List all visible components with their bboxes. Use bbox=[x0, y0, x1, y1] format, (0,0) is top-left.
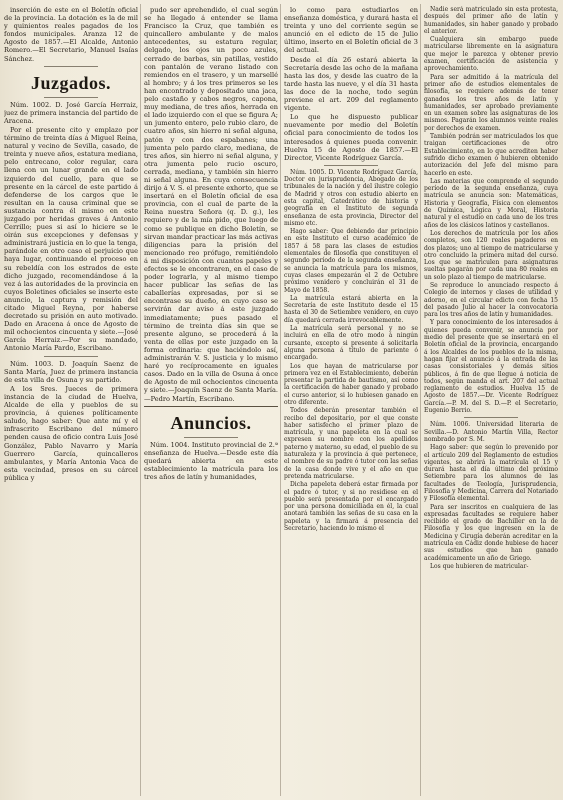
article-text: Las materias que comprende el segundo período de la segunda enseñanza, cuya matrícula se anuncia son: Matemáticas, Historia y Geografía, Física con elementos de Química, Lógica y Moral, Historia natural y el estudio en cada uno de los tres años de los clásicos latinos y castellanos. bbox=[424, 177, 558, 229]
notice-header: Núm. 1003. D. Joaquín Saenz de Santa María, Juez de primera instancia de esta villa de Osuna y su partido. bbox=[4, 359, 138, 384]
article-text: Hago saber: Que debiendo dar principio en este Instituto el curso académico de 1857 á 58 para las clases de estudios elementales de filosofía que constituyen el segundo período de la segunda enseñanza, se anuncia la matrícula para los mismos, cuyas clases empezarán el 2 de Octubre próximo venidero y concluirán el 31 de Mayo de 1858. bbox=[284, 228, 418, 294]
column-rule bbox=[280, 4, 281, 796]
article-text: inserción de este en el Boletín oficial de la provincia. La dotación es la de mil y quinientos reales pagados de los fondos municipales. Aranza 12 de Agosto de 1857.—El Alcalde, Antonio Romero.—El Secretario, Manuel Isaías Sánchez. bbox=[4, 6, 138, 63]
column-3 bbox=[284, 6, 418, 796]
article-text: A los Sres. Jueces de primera instancia de la ciudad de Huelva, Alcalde de ella y pueblos de su provincia, á quienes políticamente saludo, hago saber: Que ante mí y el infrascrito Escribano del número penden causa de oficio contra Luis José González, Pablo Navarro y María Guerrero García, quincalleros ambulantes, y María Antonia Vaca de esta vecindad, presos en su cárcel pública y bbox=[4, 384, 138, 482]
article-text: Para ser inscritos en cualquiera de las expresadas facultades se requiere haber recibido el grado de Bachiller en la de Filosofía y los que ingresen en la de Medicina y Cirugía deberán acreditar en la matrícula en Cádiz donde hubiese de hacer sus estudios que han ganado académicamente un año de Griego. bbox=[424, 503, 558, 562]
divider bbox=[464, 417, 518, 418]
column-rule bbox=[420, 4, 421, 796]
divider bbox=[184, 437, 238, 438]
article-text: La matrícula estará abierta en la Secretaría de este Instituto desde el 15 hasta el 30 de Setiembre venidero, en cuyo día quedará cerrada irrevocablemente. bbox=[284, 294, 418, 324]
notice-header: Núm. 1002. D. José García Herraiz, juez de primera instancia del partido de Aracena. bbox=[4, 100, 138, 125]
article-text: Los que hubieren de matricular- bbox=[430, 562, 529, 570]
article-text: Nadie será matriculado sin esta protesta, después del primer año de latín y humanidades, sin haber ganado y probado el anterior. bbox=[424, 6, 558, 35]
notice-header: Núm. 1006. Universidad literaria de Sevilla.—D. Antonio Martín Villa, Rector nombrado por S. M. bbox=[424, 421, 558, 443]
article-text: Todos deberán presentar también el recibo del depositario, por el que conste haber satisfecho el primer plazo de matrícula, y una papeleta en la cual se expresen su nombre con los apellidos paterno y materno, su edad, el pueblo de su naturaleza y la provincia á que pertenece, el nombre de su padre ó tutor con las señas de la casa donde vive y el año en que pretenda matricularse. bbox=[284, 407, 418, 480]
article-text: Se reproduce lo anunciado respecto á Colegio de internos y clases de utilidad y adorno, en el circular edicto con fecha 15 del pasado Julio al hacer la convocatoria para los tres años de latín y humanidades. bbox=[424, 281, 558, 319]
column-2 bbox=[144, 6, 278, 796]
article-text: Para ser admitido á la matrícula del primer año de estudios elementales de filosofía, se requiere además de tener ganados los tres años de latín y humanidades, ser aprobado previamente en un examen sobre las asignaturas de los mismos. Pagarán los alumnos veinte reales por derechos de examen. bbox=[424, 73, 558, 132]
article-text: También podrán ser matriculados los que traigan certificaciones de otro Establecimiento, en lo que acrediten haber sufrido dicho examen ó hubieren obtenido autorización del Jefe del mismo para hacerlo en este. bbox=[424, 133, 558, 177]
article-text: Dicha papeleta deberá estar firmada por el padre ó tutor, y si no residiese en el pueblo será presentada por el encargado por una persona domiciliada en él, la cual anotará también las señas de su casa en la papeleta y la firmará á presencia del Secretario, haciendo lo mismo el bbox=[284, 481, 418, 533]
notice-header: Núm. 1005. D. Vicente Rodríguez García, Doctor en jurisprudencia, Abogado de los tribunales de la nación y del ilustre colegio de Madrid y otros con estudio abierto en esta capital, Catedrático de historia y geografía en el Instituto de segunda enseñanza de esta provincia, Director del mismo etc. bbox=[284, 168, 418, 227]
article-text: Cualquiera sin embargo puede matricularse libremente en la asignatura que mejor le parezca y obtener previo examen, certificación de asistencia y aprovechamiento. bbox=[424, 36, 558, 73]
divider bbox=[324, 165, 378, 166]
column-4 bbox=[424, 6, 558, 796]
article-text: Lo que he dispuesto publicar nuevamente por medio del Boletín oficial para conocimiento de todos los interesados á quienes pueda convenir. Huelva 15 de Agosto de 1857.—El Director, Vicente Rodríguez García. bbox=[284, 113, 418, 162]
article-text: Desde el día 26 estará abierta la Secretaría desde las ocho de la mañana hasta las dos, y desde las cuatro de la tarde hasta las nueve, y el día 31 hasta las doce de la noche, todo según previene el art. 209 del reglamento vigente. bbox=[284, 55, 418, 113]
article-text: La matrícula será personal y no se incluirá en ella de otro modo á ningún cursante, excepto si presente á solicitarla alguna persona á título de pariente ó encargado. bbox=[284, 325, 418, 362]
article-text: Y para conocimiento de los interesados á quienes pueda convenir, se anuncia por medio del presente que se insertará en el Boletín oficial de la provincia, encargando á los Alcaldes de los pueblos de la misma, hagan fijar el anuncio á la entrada de las casas consistoriales y demás sitios públicos, á fin de que llegue á noticia de todos, según manda el art. 207 del actual reglamento de estudios. Huelva 15 de Agosto de 1857.—Dr. Vicente Rodríguez García.—P. M. del S. D.—P. el Secretario, Eugenio Berrio. bbox=[424, 319, 558, 415]
column-1 bbox=[4, 6, 138, 796]
divider bbox=[44, 356, 98, 357]
article-text: Los derechos de matrícula por los años completos, son 120 reales pagaderos en dos plazos; uno al tiempo de matricularse y otro concluido la primera mitad del curso. Los que se matriculen para asignaturas sueltas pagarán por cada una 80 reales en un solo plazo al tiempo de matricularse. bbox=[424, 229, 558, 281]
notice-header: Núm. 1004. Instituto provincial de 2.ª enseñanza de Huelva.—Desde este día quedará abierta en este establecimiento la matrícula para los tres años de latín y humanidades, bbox=[144, 440, 278, 481]
section-heading-juzgados: Juzgados. bbox=[30, 72, 111, 93]
article-text: Hago saber: que según lo prevenido por el artículo 209 del Reglamento de estudios vigentes, se abrirá la matrícula el 15 y durará hasta el día último del próximo Setiembre para los alumnos de las facultades de Teología, Jurisprudencia, Filosofía y Medicina, Carrera del Notariado y Filosofía elemental. bbox=[424, 444, 558, 503]
article-text: pudo ser aprehendido, el cual según se ha llegado á entender se llama Francisco la Cruz, que también es quincallero ambulante y de malos antecedentes, su estatura regular, delgado, los ojos un poco azules, cerrado de barbas, sin patillas, vestido con pantalón de verano listado con remiendos en el trasero, y un marsellé al hombro; y á los tres primeros se les han encontrado y depositado una jaca, pelo castaño y cabos negros, capona, muy mediana, de tres años, herrada en el lado izquierdo con el que se figura A; un jumento entero, pelo rubio claro, de cuatro años, sin hierro ni señal alguna, patón y con dos espabanes; una jumenta pelo pardo claro, mediana, de tres años, sin hierro ni señal alguna, y otra jumenta pelo rucio oscuro, cerrada, mediana, y también sin hierro ni señal alguna. En cuya consecuencia dirijo á V. S. el presente exhorto, que se insertará en el Boletín oficial de esa provincia, con el cual de parte de la Reina nuestra Señora (q. D. g.), les requiero y de la mía pido, que luego de como se publique en dicho Boletín, se sirvan mandar practicar las más activas diligencias para la prisión del mencionado reo prófugo, remitiéndolo á mi disposición con cuantos papeles y efectos se le encontraren, en el caso de poder lograrla, y al mismo tiempo hacer publicar las señas de las caballerías expresadas, por si se encontrase su dueño, en cuyo caso se servirán dar aviso á este juzgado inmediatamente; pues pasado el término de treinta días sin que se presente alguno, se procederá á la venta de ellas por este juzgado en la forma ordinaria: que haciéndolo así, administrarán V. S. justicia y lo mismo haré yo recíprocamente en iguales casos. Dado en la villa de Osuna á once de Agosto de mil ochocientos cincuenta y siete.—Joaquín Saenz de Santa María.—Pedro Martín, Escribano. bbox=[144, 6, 278, 403]
divider bbox=[144, 406, 278, 407]
divider bbox=[44, 66, 98, 67]
article-text: lo como para estudiarlos en enseñanza doméstica, y durará hasta el treinta y uno del corriente según se anunció en el edicto de 15 de Julio último, inserto en el Boletín oficial de 3 del actual. bbox=[284, 6, 418, 55]
article-text: Por el presente cito y emplazo por término de treinta días á Miguel Reina, natural y vecino de Sevilla, casado, de treinta y nueve años, estatura mediana, pelo entrecano, color regular, cara llena con un lunar grande en el lado izquierdo del cuello, para que se presente en la cárcel de este partido á defenderse de los cargos que le resultan en la causa criminal que se sustancia contra él mismo en este juzgado por heridas graves á Antonio Cerrillo; pues si así lo hiciere se le oirán sus excepciones y defensas y administrará justicia en lo que la tenga, parándole en otro caso el perjuicio que haya lugar, continuando el proceso en su rebeldía con los estrados de este dicho juzgado, recomendándose á la vez á las autoridades de la provincia en cuyos Boletines oficiales se inserte este anuncio, la captura y remisión del citado Miguel Reyna, por haberse decretado su prisión en auto motivado. Dado en Aracena á once de Agosto de mil ochocientos cincuenta y siete.—José García Herraiz.—Por su mandado, Antonio María Pardo, Escribano. bbox=[4, 125, 138, 353]
article-text: Los que hayan de matricularse por primera vez en el Establecimiento, deberán presentar la partida de bautismo, así como la certificación de haber ganado y probado el curso anterior, si lo hubiesen ganado en otro diferente. bbox=[284, 362, 418, 406]
section-heading-anuncios: Anuncios. bbox=[170, 412, 252, 433]
divider bbox=[44, 97, 98, 98]
column-rule bbox=[140, 4, 141, 796]
